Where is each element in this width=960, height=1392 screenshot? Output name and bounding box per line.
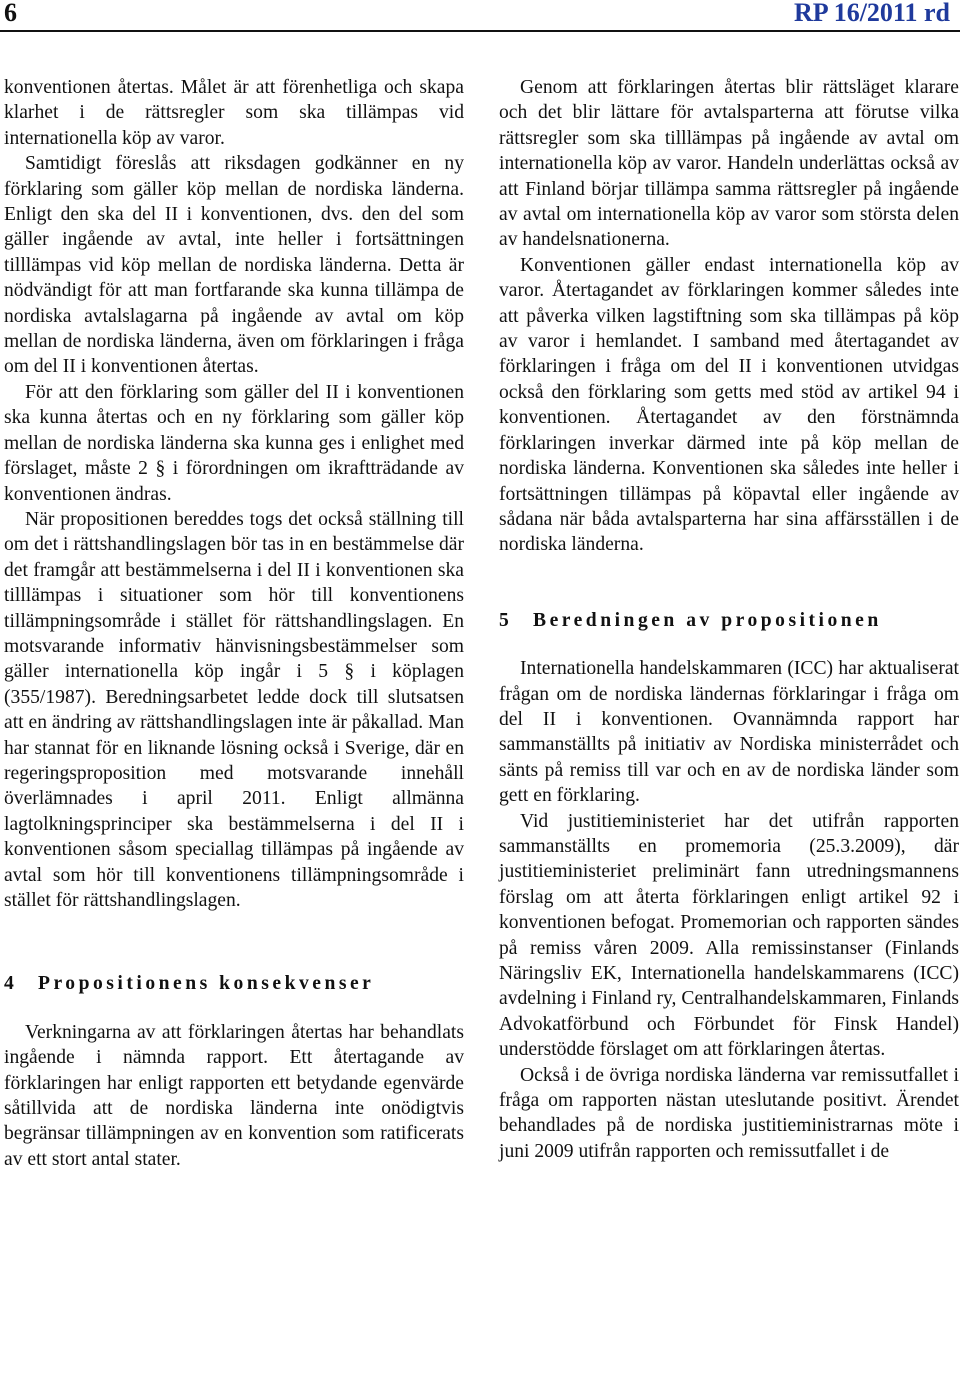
paragraph: Vid justitieministeriet har det utifrån rapporten sammanställts en promemoria (25.3.2009), där justitieministeriet preliminärt fann utredningsmannens förslag om att återta förklaringen enligt artikel 92 i konventionen befogat. Promemorian och rapporten sändes på remiss våren 2009. Alla remissinstanser (Finlands Näringsliv EK, Internationella handelskammarens (ICC) avdelning i Finland ry, Centralhandelskammaren, Finlands Advokatförbund och Förbundet för Finsk Handel) understödde förslaget om att förklaringen återtas. — [499, 810, 959, 1061]
paragraph: Internationella handelskammaren (ICC) har aktualiserat frågan om de nordiska ländernas förklaringar i fråga om del II i konventionen. Ovannämnda rapport har sammanställts på initiativ av Nordiska ministerrådet och sänts på remiss till var och en av de nordiska länder som gett en förklaring. — [499, 658, 959, 807]
section-heading-4 — [4, 971, 464, 996]
section-heading-5 — [499, 608, 959, 633]
header-rule — [0, 30, 960, 32]
left-column — [4, 75, 464, 1172]
paragraph: Också i de övriga nordiska länderna var remissutfallet i fråga om rapporten nästan uteslutande positivt. Ärendet behandlades på de nordiska justitieministrarnas möte i juni 2009 utifrån rapporten och remissutfallet i de — [499, 1064, 959, 1162]
paragraph: Verkningarna av att förklaringen återtas har behandlats ingående i nämnda rapport. Ett återtagande av förklaringen har enligt rapporten ett betydande egenvärde såtillvida att de nordiska länderna inte onödigtvis begränsar tillämpningen av en konvention som ratificerats av ett stort antal stater. — [4, 1021, 464, 1170]
section-title: Propositionens konsekvenser — [38, 973, 375, 995]
paragraph: Konventionen gäller endast internationella köp av varor. Återtagandet av förklaringen kommer således inte att påverka vilken lagstiftning som ska tillämpas på köp av varor i hemlandet. I samband med återtagandet av förklaringen i fråga om del II i konventionen utvidgas också den förklaring som getts med stöd av artikel 94 i konventionen. Återtagandet av den förstnämnda förklaringen inverkar därmed inte på köp mellan de nordiska länderna. Konventionen ska således inte heller i fortsättningen tillämpas på köpavtal eller ingående av sådana när båda avtalsparterna har sina affärsställen i de nordiska länderna. — [499, 254, 959, 556]
page-number: 6 — [4, 0, 17, 27]
paragraph: Genom att förklaringen återtas blir rättsläget klarare och det blir lättare för avtalsparterna att förutse vilka rättsregler som ska tilllämpas på ingående av avtal om internationella köp av varor. Handeln underlättas också av att Finland börjar tillämpa samma rättsregler på ingående av avtal om internationella köp av varor som största delen av handelsnationerna. — [499, 77, 959, 251]
paragraph: När propositionen bereddes togs det också ställning till om det i rättshandlingslagen bör tas in en bestämmelse där det framgår att bestämmelserna i del II i konventionen ska tilllämpas i situationer som hör till konventionens tillämpningsområde i stället för rättshandlingslagen. En motsvarande informativ hänvisningsbestämmelser som gäller internationella köp ingår i 5 § i köplagen (355/1987). Beredningsarbetet ledde dock till slutsatsen att en ändring av rättshandlingslagen inte är påkallad. Man har stannat för en liknande lösning också i Sverige, där en regeringsproposition med motsvarande innehåll överlämnades i april 2011. Enligt allmänna lagtolkningsprinciper ska bestämmelserna i del II i konventionen såsom speciallag tillämpas på ingående av avtal som hör till konventionens tillämpningsområde i stället för rättshandlingslagen. — [4, 508, 464, 911]
paragraph: Samtidigt föreslås att riksdagen godkänner en ny förklaring som gäller köp mellan de nordiska länderna. Enligt den ska del II i konventionen, dvs. den del som gäller ingående av avtal, inte heller i fortsättningen tilllämpas vid köp mellan de nordiska länderna. Detta är nödvändigt för att man fortfarande ska kunna tillämpa de nordiska avtalslagarna på ingående av avtal om köp mellan de nordiska länderna, även om förklaringen i fråga om del II i konventionen återtas. — [4, 153, 464, 378]
paragraph: konventionen återtas. Målet är att förenhetliga och skapa klarhet i de rättsregler som ska tillämpas vid internationella köp av varor. — [4, 77, 464, 149]
document-id: RP 16/2011 rd — [793, 0, 950, 27]
paragraph: För att den förklaring som gäller del II i konventionen ska kunna återtas och en ny förklaring som gäller köp mellan de nordiska länderna ska kunna ges i enlighet med förslaget, måste 2 § i förordningen om ikraftträdande av konventionen ändras. — [4, 381, 464, 505]
right-column — [499, 75, 959, 1164]
section-number: 5 — [499, 609, 509, 631]
section-title: Beredningen av propositionen — [533, 609, 882, 631]
page-header — [0, 0, 960, 32]
section-number: 4 — [4, 973, 14, 995]
